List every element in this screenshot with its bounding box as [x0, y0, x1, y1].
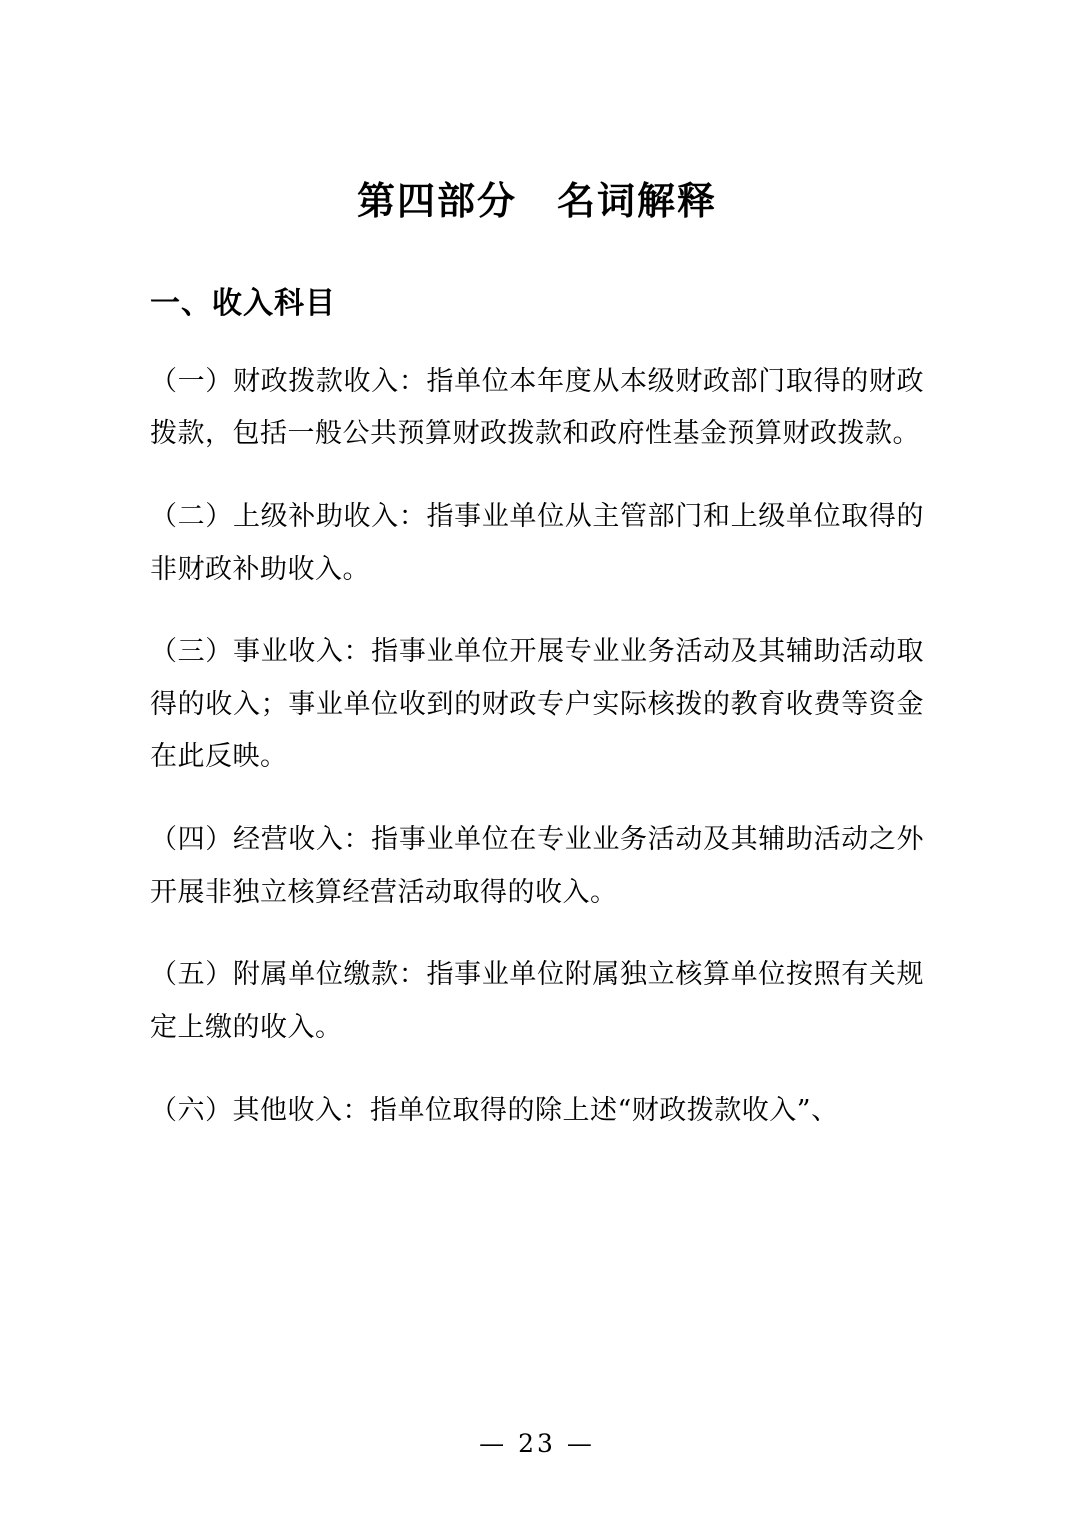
- paragraph-4: （四）经营收入：指事业单位在专业业务活动及其辅助活动之外开展非独立核算经营活动取得的收入。: [150, 824, 924, 908]
- paragraph-5: （五）附属单位缴款：指事业单位附属独立核算单位按照有关规定上缴的收入。: [150, 959, 924, 1043]
- paragraph-3: （三）事业收入：指事业单位开展专业业务活动及其辅助活动取得的收入；事业单位收到的财政专户实际核拨的教育收费等资金在此反映。: [150, 636, 924, 773]
- page-title: 第四部分 名词解释: [356, 178, 717, 223]
- section-heading: 一、收入科目: [150, 285, 336, 321]
- paragraph-1: （一）财政拨款收入：指单位本年度从本级财政部门取得的财政拨款，包括一般公共预算财政拨款和政府性基金预算财政拨款。: [150, 365, 924, 450]
- paragraph-2: （二）上级补助收入：指事业单位从主管部门和上级单位取得的非财政补助收入。: [150, 500, 924, 585]
- page-number: — 23 —: [479, 1429, 595, 1458]
- paragraph-6: （六）其他收入：指单位取得的除上述“财政拨款收入”、: [150, 1094, 839, 1126]
